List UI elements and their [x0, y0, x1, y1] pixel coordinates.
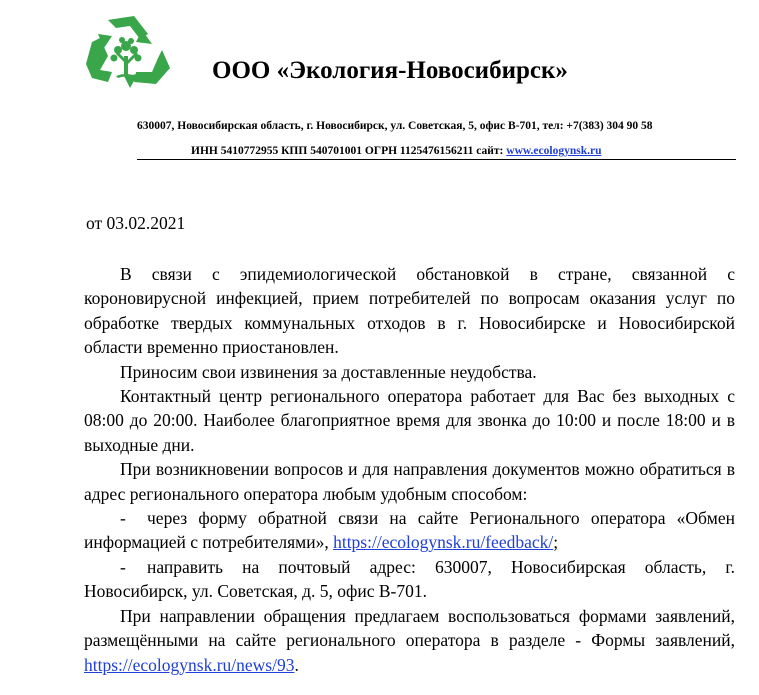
company-name: ООО «Экология-Новосибирск» [212, 57, 568, 84]
forms-link[interactable]: https://ecologynsk.ru/news/93 [84, 654, 295, 675]
letter-body [84, 262, 735, 677]
paragraph-contact-options: При возникновении вопросов и для направления документов можно обратиться в адрес регионального оператора любым удобным способом: [84, 459, 735, 504]
feedback-link[interactable]: https://ecologynsk.ru/feedback/ [333, 532, 554, 553]
paragraph-forms-end: . [294, 654, 299, 675]
company-address: 630007, Новосибирская область, г. Новосибирск, ул. Советская, 5, офис В-701, тел: +7(383) 304 90 58 [137, 120, 653, 132]
company-requisites [191, 145, 601, 157]
bullet-feedback-end: ; [553, 532, 559, 553]
paragraph-forms [84, 604, 735, 677]
paragraph-apology: Приносим свои извинения за доставленные неудобства. [120, 361, 537, 382]
bullet-dash: - [120, 508, 126, 529]
recycle-tree-icon [78, 12, 176, 92]
bullet-postal-text: направить на почтовый адрес: 630007, Новосибирская область, г. Новосибирск, ул. Советская, д. 5, офис В-701. [84, 556, 735, 602]
bullet-feedback-form [84, 506, 735, 555]
bullet-postal-address [84, 555, 735, 604]
bullet-feedback-text: через форму обратной связи на сайте Регионального оператора «Обмен информацией с потребителями», [84, 508, 735, 553]
paragraph-contact-center: Контактный центр регионального оператора работает для Вас без выходных с 08:00 до 20:00. Наиболее благоприятное время для звонка до 10:00 и после 18:00 и в выходные дни. [84, 386, 735, 455]
company-logo [78, 12, 176, 92]
paragraph-forms-text: При направлении обращения предлагаем воспользоваться формами заявлений, размещёнными на сайте регионального оператора в разделе - Формы заявлений, [84, 605, 735, 651]
website-link[interactable]: www.ecologynsk.ru [506, 145, 602, 157]
requisites-text: ИНН 5410772955 КПП 540701001 ОГРН 1125476156211 сайт: [191, 145, 504, 157]
letter-date: от 03.02.2021 [86, 213, 186, 233]
bullet-dash: - [120, 556, 126, 577]
header-divider [137, 159, 736, 160]
paragraph-quarantine: В связи с эпидемиологической обстановкой в стране, связанной с короновирусной инфекцией, прием потребителей по вопросам оказания услуг по обработке твердых коммунальных отходов в г. Новосибирске и Новосибирской области временно приостановлен. [84, 264, 735, 358]
